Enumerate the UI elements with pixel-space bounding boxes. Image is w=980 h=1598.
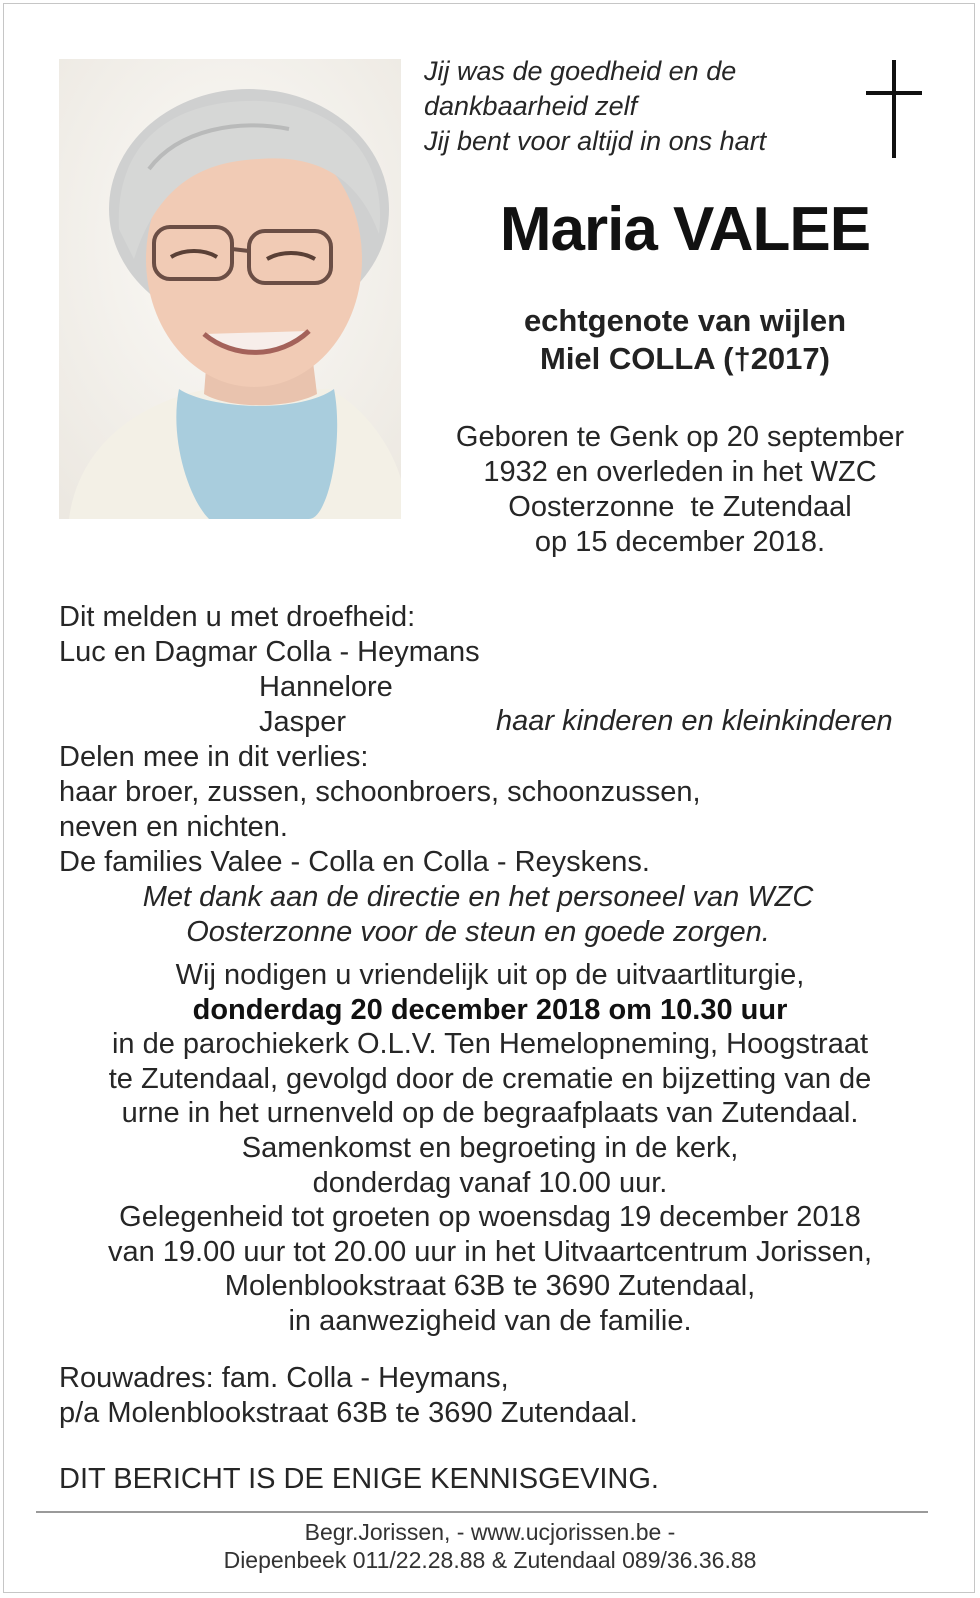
spouse-info	[440, 302, 930, 378]
spouse-line: echtgenote van wijlen	[523, 303, 847, 338]
birth-line: op 15 december 2018.	[534, 526, 826, 558]
deceased-name: Maria VALEE	[499, 195, 871, 264]
relatives-line: neven en nichten.	[59, 811, 288, 843]
portrait-illustration	[59, 59, 401, 519]
mourners-section	[59, 600, 939, 950]
invitation-intro: Wij nodigen u vriendelijk uit op de uitvaartliturgie,	[175, 959, 805, 991]
funeral-home-footer	[40, 1518, 940, 1574]
latin-cross-icon	[866, 60, 922, 160]
official-notice: DIT BERICHT IS DE ENIGE KENNISGEVING.	[59, 1463, 659, 1495]
invitation-line: urne in het urnenveld op de begraafplaats van Zutendaal.	[121, 1097, 859, 1130]
families-line: De families Valee - Colla en Colla - Reyskens.	[59, 846, 650, 878]
invitation-line: in de parochiekerk O.L.V. Ten Hemelopneming, Hoogstraat	[111, 1028, 869, 1061]
divider	[36, 1511, 928, 1513]
relationship-label: haar kinderen en kleinkinderen	[496, 705, 893, 737]
mourners-intro: Dit melden u met droefheid:	[59, 601, 416, 633]
mourning-address	[59, 1361, 939, 1431]
birth-line: Oosterzonne te Zutendaal	[508, 491, 852, 523]
invitation-line: te Zutendaal, gevolgd door de crematie en bijzetting van de	[108, 1062, 872, 1095]
birth-line: 1932 en overleden in het WZC	[483, 456, 877, 488]
quote-line: dankbaarheid zelf	[424, 91, 638, 121]
invitation-line: Samenkomst en begroeting in de kerk,	[241, 1131, 739, 1164]
invitation-line: van 19.00 uur tot 20.00 uur in het Uitvaartcentrum Jorissen,	[107, 1235, 873, 1268]
address-line: p/a Molenblookstraat 63B te 3690 Zutendaal.	[59, 1397, 638, 1429]
quote-line: Jij bent voor altijd in ons hart	[424, 126, 767, 156]
invitation-line: donderdag vanaf 10.00 uur.	[312, 1166, 668, 1199]
invitation-line: Gelegenheid tot groeten op woensdag 19 december 2018	[119, 1201, 861, 1234]
address-line: Rouwadres: fam. Colla - Heymans,	[59, 1362, 509, 1394]
memorial-quote	[424, 54, 844, 159]
spouse-name: Miel COLLA (†2017)	[540, 341, 830, 376]
invitation-line: in aanwezigheid van de familie.	[288, 1304, 692, 1337]
portrait-photo	[59, 59, 401, 519]
relatives-line: haar broer, zussen, schoonbroers, schoonzussen,	[59, 776, 701, 808]
thanks-line: Oosterzonne voor de steun en goede zorgen.	[186, 916, 770, 948]
share-intro: Delen mee in dit verlies:	[59, 741, 369, 773]
grandchild-name: Jasper	[259, 706, 347, 738]
quote-line: Jij was de goedheid en de	[424, 56, 737, 86]
birth-death-info	[420, 420, 940, 560]
footer-line: Begr.Jorissen, - www.ucjorissen.be -	[304, 1519, 676, 1545]
funeral-invitation	[40, 958, 940, 1339]
children-names: Luc en Dagmar Colla - Heymans	[59, 636, 480, 668]
grandchild-name: Hannelore	[259, 671, 393, 703]
funeral-date-time: donderdag 20 december 2018 om 10.30 uur	[192, 993, 788, 1026]
birth-line: Geboren te Genk op 20 september	[455, 421, 905, 453]
footer-line: Diepenbeek 011/22.28.88 & Zutendaal 089/36.36.88	[223, 1547, 757, 1573]
invitation-line: Molenblookstraat 63B te 3690 Zutendaal,	[224, 1270, 756, 1303]
thanks-line: Met dank aan de directie en het personeel van WZC	[142, 881, 814, 913]
